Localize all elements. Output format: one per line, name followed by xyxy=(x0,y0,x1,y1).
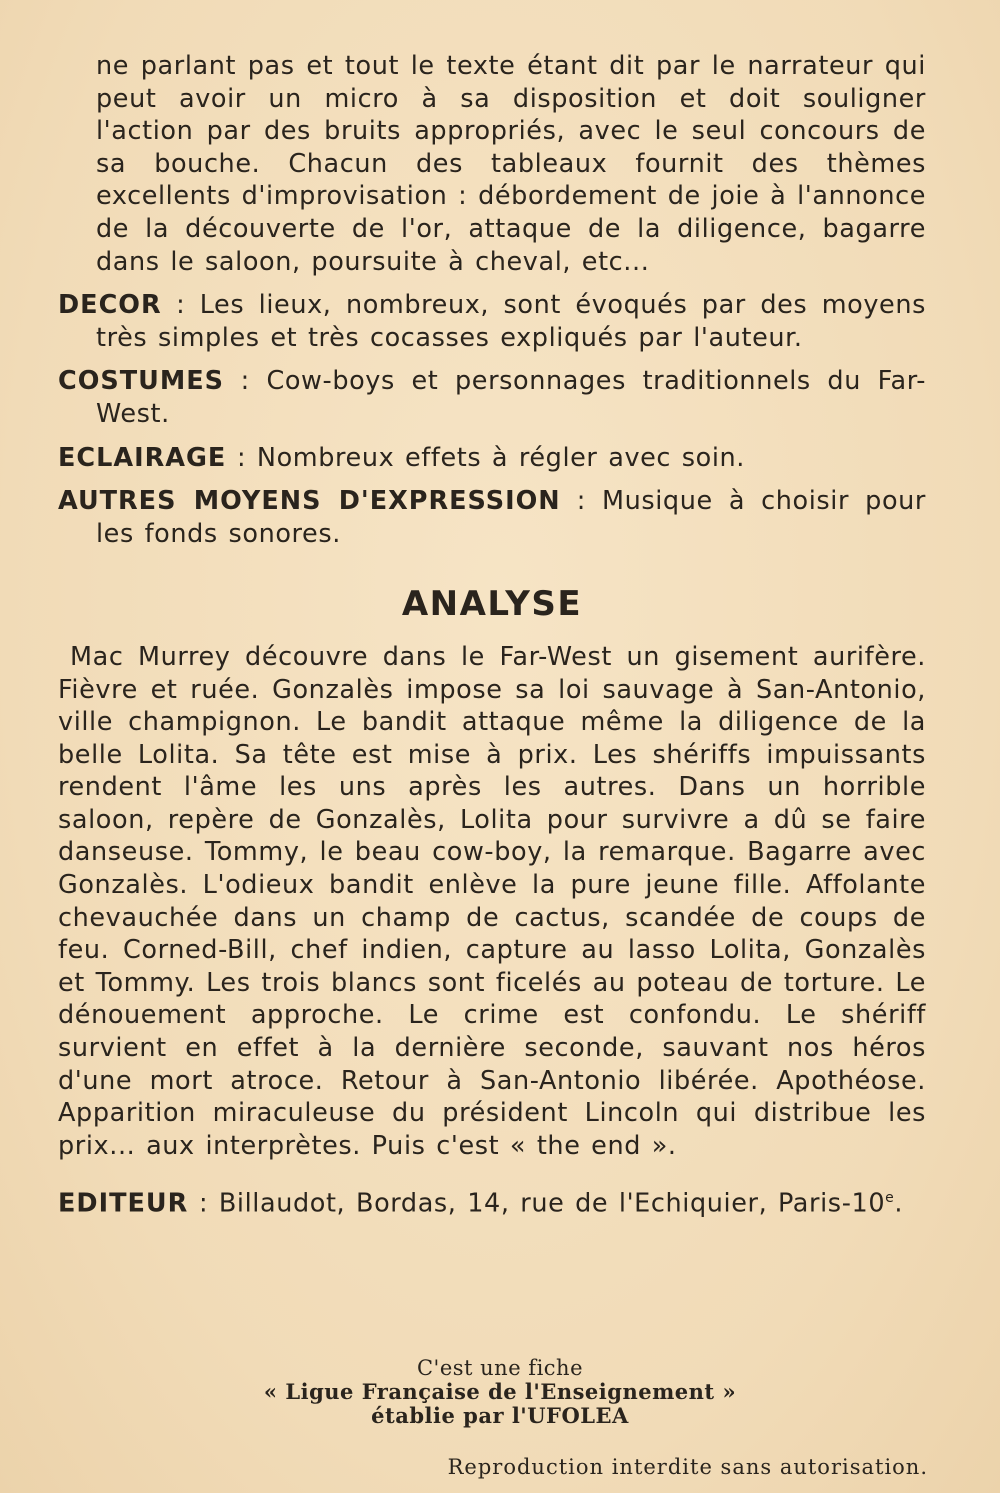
entry-autres-moyens xyxy=(58,485,926,550)
analysis-heading: ANALYSE xyxy=(401,584,583,625)
footer-credit xyxy=(0,1356,1000,1428)
entry-suffix-editeur: . xyxy=(894,1188,904,1219)
entry-label-eclairage: ECLAIRAGE xyxy=(58,442,227,473)
entry-label-decor: DECOR xyxy=(58,290,162,321)
entry-costumes xyxy=(58,365,926,430)
intro-paragraph: ne parlant pas et tout le texte étant dit par le narrateur qui peut avoir un micro à sa disposition et doit souligner l'action par des bruits appropriés, avec le seul concours de sa bouche. Chacun des tableaux fournit des thèmes excellents d'improvisation : débordement de joie à l'annonce de la découverte de l'or, attaque de la diligence, bagarre dans le saloon, poursuite à cheval, etc... xyxy=(96,51,926,277)
footer-line-2: « Ligue Française de l'Enseignement » xyxy=(263,1379,737,1404)
analysis-paragraph: Mac Murrey découvre dans le Far-West un gisement aurifère. Fièvre et ruée. Gonzalès impose sa loi sauvage à San-Antonio, ville champignon. Le bandit attaque même la diligence de la belle Lolita. Sa tête est mise à prix. Les shériffs impuissants rendent l'âme les uns après les autres. Dans un horrible saloon, repère de Gonzalès, Lolita pour survivre a dû se faire danseuse. Tommy, le beau cow-boy, la remarque. Bagarre avec Gonzalès. L'odieux bandit enlève la pure jeune fille. Affolante chevauchée dans un champ de cactus, scandée de coups de feu. Corned-Bill, chef indien, capture au lasso Lolita, Gonzalès et Tommy. Les trois blancs sont ficelés au poteau de torture. Le dénouement approche. Le crime est confondu. Le shériff survient en effet à la dernière seconde, sauvant nos héros d'une mort atroce. Retour à San-Antonio libérée. Apothéose. Apparition miraculeuse du président Lincoln qui distribue les prix... aux interprètes. Puis c'est « the end ». xyxy=(58,641,926,1161)
document-content xyxy=(58,50,926,1221)
entry-decor xyxy=(58,289,926,354)
entry-text-autres-moyens: : Musique à choisir pour les fonds sonores. xyxy=(96,486,926,549)
footer-line-1: C'est une fiche xyxy=(416,1356,583,1380)
entry-label-editeur: EDITEUR xyxy=(58,1188,189,1219)
footer-line-3: établie par l'UFOLEA xyxy=(371,1403,629,1428)
entry-eclairage xyxy=(58,442,926,475)
entry-editeur xyxy=(58,1182,926,1220)
reproduction-notice: Reproduction interdite sans autorisation. xyxy=(447,1455,928,1479)
entry-text-costumes: : Cow-boys et personnages traditionnels du Far-West. xyxy=(96,366,926,429)
entry-text-decor: : Les lieux, nombreux, sont évoqués par des moyens très simples et très cocasses expliqués par l'auteur. xyxy=(96,290,926,353)
entry-label-costumes: COSTUMES xyxy=(58,366,225,397)
entry-text-editeur: : Billaudot, Bordas, 14, rue de l'Echiquier, Paris-10 xyxy=(188,1188,886,1219)
entry-text-eclairage: : Nombreux effets à régler avec soin. xyxy=(226,442,745,473)
entry-superscript-editeur: e xyxy=(885,1190,895,1207)
entry-label-autres-moyens: AUTRES MOYENS D'EXPRESSION xyxy=(58,486,561,517)
